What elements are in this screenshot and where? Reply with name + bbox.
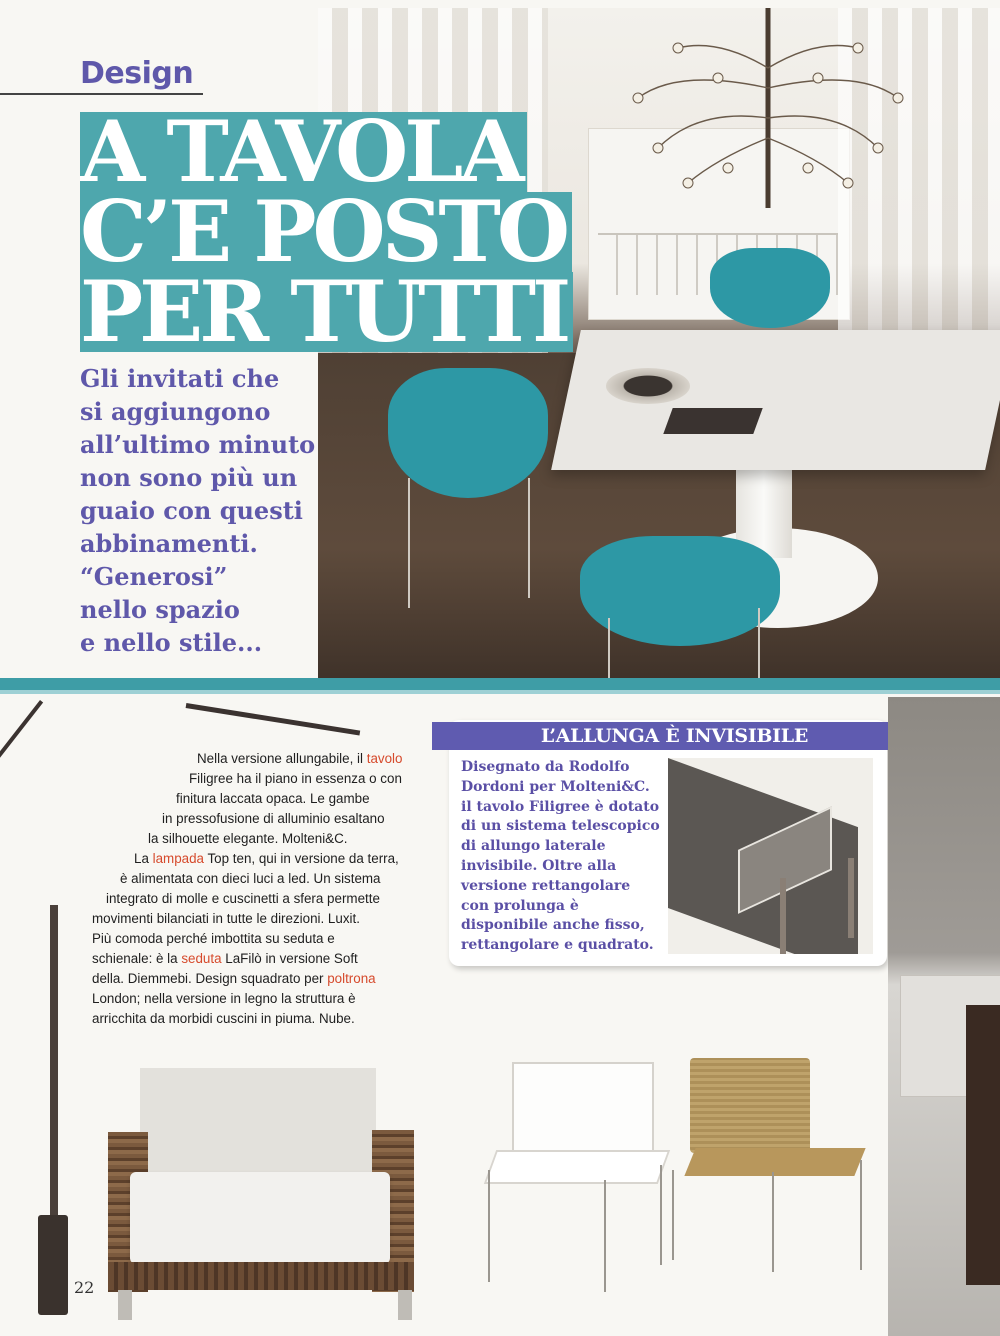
lead-line: si aggiungono <box>80 397 271 426</box>
body-line: in pressofusione di alluminio esaltano <box>162 811 385 826</box>
body-line: arricchita da morbidi cuscini in piuma. Nube. <box>92 1011 355 1026</box>
body-line: movimenti bilanciati in tutte le direzioni. Luxit. <box>92 911 360 926</box>
lead-line: e nello stile... <box>80 628 263 657</box>
info-line: con prolunga è <box>461 897 579 914</box>
body-line: Più comoda perché imbottita su seduta e <box>92 931 335 946</box>
info-line: Dordoni per Molteni&C. <box>461 778 650 795</box>
table-leg <box>780 878 786 954</box>
lead-line: all’ultimo minuto <box>80 430 316 459</box>
body-line: della. Diemmebi. Design squadrato per poltrona <box>92 971 376 986</box>
title-line-3: PER TUTTI <box>80 272 573 352</box>
lead-paragraph <box>80 362 320 659</box>
white-chair-seat <box>484 1150 670 1184</box>
chair-leg <box>608 618 610 680</box>
lead-line: abbinamenti. <box>80 529 258 558</box>
chair-leg <box>408 478 410 608</box>
teal-divider-light <box>0 690 1000 694</box>
chair-leg <box>488 1170 490 1282</box>
body-line: London; nella versione in legno la struttura è <box>92 991 356 1006</box>
body-line: è alimentata con dieci luci a led. Un sistema <box>120 871 381 886</box>
info-line: Disegnato da Rodolfo <box>461 759 630 775</box>
lamp-pole <box>50 905 58 1225</box>
armchair-cushion <box>130 1172 390 1264</box>
body-line: schienale: è la seduta LaFilò in versione Soft <box>92 951 358 966</box>
info-box-heading: L’ALLUNGA È INVISIBILE <box>432 722 888 750</box>
chair-leg <box>860 1160 862 1270</box>
body-line: La lampada Top ten, qui in versione da terra, <box>134 851 399 866</box>
armchair-foot <box>398 1290 412 1320</box>
section-label: Design <box>80 56 194 91</box>
armchair-back <box>140 1068 376 1178</box>
lamp-base <box>38 1215 68 1315</box>
page-number: 22 <box>74 1278 95 1297</box>
body-line: finitura laccata opaca. Le gambe <box>176 791 370 806</box>
armchair-base <box>108 1262 414 1290</box>
section-rule <box>0 93 203 95</box>
yellow-chair-back <box>690 1058 810 1153</box>
yellow-chair-seat <box>684 1148 865 1176</box>
body-line: Nella versione allungabile, il tavolo <box>197 751 403 766</box>
title-line-1: A TAVOLA <box>80 112 527 192</box>
lamp-head <box>186 703 361 735</box>
lead-line: nello spazio <box>80 595 240 624</box>
teal-divider <box>0 678 1000 690</box>
lead-line: guaio con questi <box>80 496 303 525</box>
body-line: la silhouette elegante. Molteni&C. <box>148 831 348 846</box>
chair-leg <box>758 608 760 680</box>
info-line: il tavolo Filigree è dotato <box>461 798 660 815</box>
chandelier-icon <box>618 8 918 218</box>
info-line: di allungo laterale <box>461 838 606 855</box>
info-line: di un sistema telescopico <box>461 818 660 835</box>
info-line: disponibile anche fisso, <box>461 917 645 934</box>
chair-leg <box>660 1165 662 1265</box>
armchair-foot <box>118 1290 132 1320</box>
lead-line: “Generosi” <box>80 562 228 591</box>
lamp-arm <box>0 700 43 947</box>
chair-leg <box>772 1172 774 1272</box>
decorative-plate <box>606 368 690 404</box>
chair-leg <box>528 478 530 598</box>
info-line: versione rettangolare <box>461 877 631 894</box>
table-top <box>551 330 1000 470</box>
chair-left <box>388 368 548 498</box>
lead-line: Gli invitati che <box>80 364 280 393</box>
info-line: invisibile. Oltre alla <box>461 857 617 874</box>
lead-line: non sono più un <box>80 463 298 492</box>
body-line: integrato di molle e cuscinetti a sfera permette <box>106 891 380 906</box>
chair-leg <box>672 1170 674 1260</box>
body-line: Filigree ha il piano in essenza o con <box>189 771 402 786</box>
info-line: rettangolare e quadrato. <box>461 937 654 954</box>
side-photo-table <box>966 1005 1000 1285</box>
chair-leg <box>604 1180 606 1292</box>
table-leg <box>848 858 854 938</box>
tray <box>663 408 762 434</box>
info-box-text <box>461 758 671 956</box>
extendable-table-photo <box>668 758 873 954</box>
chair-back-far <box>710 248 830 328</box>
chair-front <box>580 536 780 646</box>
title-line-2: C’E POSTO <box>80 192 572 272</box>
